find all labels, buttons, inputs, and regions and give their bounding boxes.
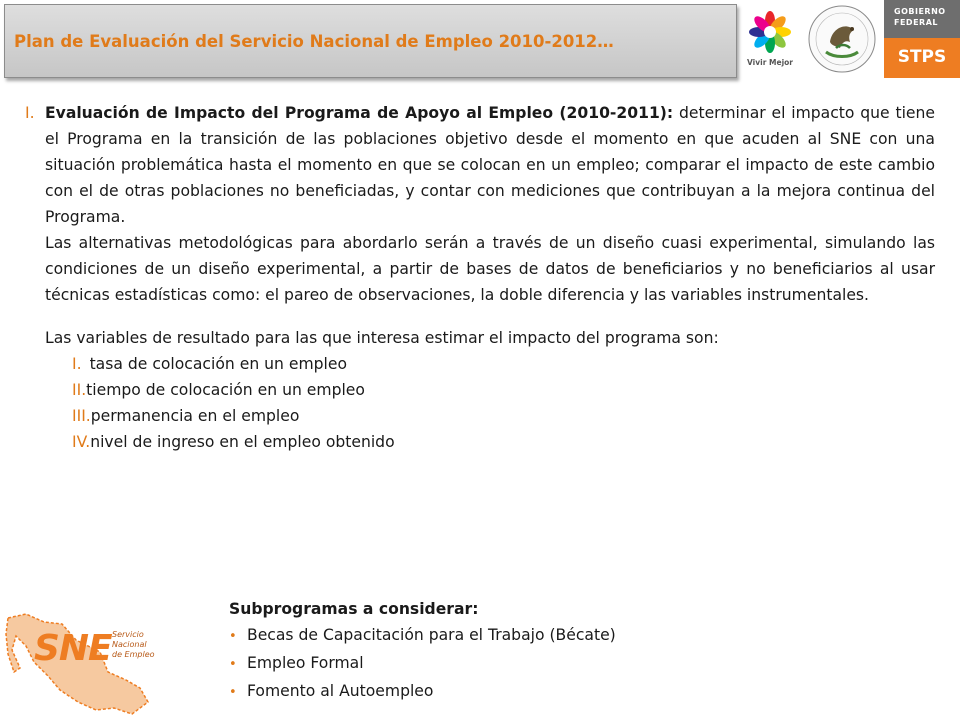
list-item-number: IV. (72, 433, 91, 451)
subprograms-section (229, 596, 829, 706)
section-heading: Evaluación de Impacto del Programa de Apoyo al Empleo (2010-2011): (45, 104, 674, 122)
list-item-text: Empleo Formal (247, 654, 364, 672)
sne-logo (4, 610, 154, 720)
list-item (229, 622, 829, 650)
section-paragraph-1 (45, 100, 935, 230)
subprograms-title: Subprogramas a considerar: (229, 600, 479, 618)
main-content (25, 100, 935, 455)
sne-subtitle: Servicio Nacional de Empleo (112, 630, 155, 659)
gobierno-federal-badge (884, 0, 960, 38)
list-item (72, 351, 935, 377)
section-heading-body: determinar el impacto que tiene el Programa en la transición de las poblaciones objetivo desde el momento en que acuden al SNE con una situación problemática hasta el momento en que se colocan en un empleo; comparar el impacto de este cambio con el de otras poblaciones no beneficiadas, y contar con mediciones que contribuyan a la mejora continua del Programa. (45, 104, 935, 226)
section-number: I. (25, 104, 35, 122)
list-item-number: III. (72, 407, 91, 425)
bullet-icon: • (229, 657, 237, 672)
variables-intro: Las variables de resultado para las que interesa estimar el impacto del programa son: (45, 329, 719, 347)
stps-label: STPS (897, 47, 947, 67)
list-item-number: II. (72, 381, 87, 399)
stps-badge (884, 38, 960, 78)
variables-list (72, 351, 935, 455)
sne-letters: SNE (34, 628, 112, 669)
list-item (229, 678, 829, 706)
list-item-text: nivel de ingreso en el empleo obtenido (90, 433, 395, 451)
bullet-icon: • (229, 629, 237, 644)
bullet-icon: • (229, 685, 237, 700)
list-item (72, 377, 935, 403)
list-item-text: tasa de colocación en un empleo (89, 355, 348, 373)
list-item (229, 650, 829, 678)
list-item (72, 403, 935, 429)
page-title: Plan de Evaluación del Servicio Nacional de Empleo 2010-2012… (14, 32, 614, 51)
list-item-number: I. (72, 355, 82, 373)
gobierno-federal-label: GOBIERNO FEDERAL (894, 7, 946, 27)
mexican-coat-of-arms-icon (806, 2, 878, 76)
vivir-mejor-logo (745, 6, 795, 70)
list-item (72, 429, 935, 455)
vivir-mejor-label: Vivir Mejor (747, 58, 793, 67)
title-banner (4, 4, 737, 78)
list-item-text: Becas de Capacitación para el Trabajo (Bécate) (247, 626, 616, 644)
list-item-text: tiempo de colocación en un empleo (86, 381, 365, 399)
section-paragraph-2: Las alternativas metodológicas para abordarlo serán a través de un diseño cuasi experimental, simulando las condiciones de un diseño experimental, a partir de bases de datos de beneficiarios y no beneficiarios al usar técnicas estadísticas como: el pareo de observaciones, la doble diferencia y las variables instrumentales. (45, 234, 935, 304)
vivir-mejor-flower-icon (748, 10, 792, 54)
list-item-text: permanencia en el empleo (90, 407, 300, 425)
list-item-text: Fomento al Autoempleo (247, 682, 434, 700)
